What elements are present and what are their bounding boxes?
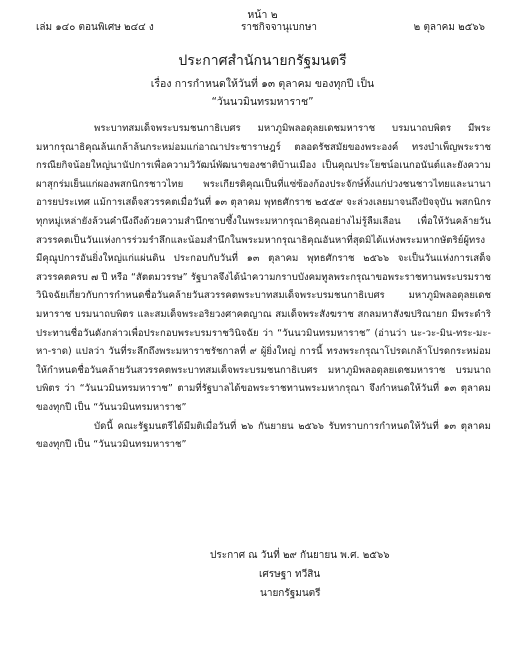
signatory-name: เศรษฐา ทวีสิน	[259, 569, 321, 580]
gazette-volume: เล่ม ๑๔๐ ตอนพิเศษ ๒๔๔ ง	[36, 22, 154, 33]
gazette-date: ๒ ตุลาคม ๒๕๖๖	[413, 22, 485, 33]
announcement-date: ประกาศ ณ วันที่ ๒๙ กันยายน พ.ศ. ๒๕๖๖	[210, 550, 390, 561]
body-paragraph-1: พระบาทสมเด็จพระบรมชนกาธิเบศร มหาภูมิพลอดุลยเดชมหาราช บรมนาถบพิตร มีพระมหากรุณาธิคุณล้นเกล้าล้นกระหม่อมแก่อาณาประชาราษฎร์ ตลอดรัชสมัยของพระองค์ ทรงบำเพ็ญพระราชกรณียกิจน้อยใหญ่นานัปการเพื่อความวิวัฒน์พัฒนาของชาติบ้านเมือง เป็นคุณประโยชน์อเนกอนันต์และยังความผาสุกร่มเย็นแก่ผองพสกนิกรชาวไทย พระเกียรติคุณเป็นที่แซ่ซ้องก้องประจักษ์ทั้งแก่ปวงชนชาวไทยและนานาอารยประเทศ แม้การเสด็จสวรรคตเมื่อวันที่ ๑๓ ตุลาคม พุทธศักราช ๒๕๕๙ จะล่วงเลยมาจนถึงปัจจุบัน พสกนิกรทุกหมู่เหล่ายังล้วนคำนึงถึงด้วยความสำนึกซาบซึ้งในพระมหากรุณาธิคุณอย่างไม่รู้ลืมเลือน เพื่อให้วันคล้ายวันสวรรคตเป็นวันแห่งการร่วมรำลึกและน้อมสำนึกในพระมหากรุณาธิคุณอันหาที่สุดมิได้แห่งพระมหากษัตริย์ผู้ทรงมีคุณูปการอันยิ่งใหญ่แก่แผ่นดิน ประกอบกับวันที่ ๑๓ ตุลาคม พุทธศักราช ๒๕๖๖ จะเป็นวันแห่งการเสด็จสวรรคตครบ ๗ ปี หรือ “สัตตมวรรษ” รัฐบาลจึงได้นำความกราบบังคมทูลพระกรุณาขอพระราชทานพระบรมราชวินิจฉัยเกี่ยวกับการกำหนดชื่อวันคล้ายวันสวรรคตพระบาทสมเด็จพระบรมชนกาธิเบศร มหาภูมิพลอดุลยเดชมหาราช บรมนาถบพิตร และสมเด็จพระอริยวงศาคตญาณ สมเด็จพระสังฆราช สกลมหาสังฆปริณายก มีพระดำริประทานชื่อวันดังกล่าวเพื่อประกอบพระบรมราชวินิจฉัย ว่า “วันนวมินทรมหาราช” (อ่านว่า นะ-วะ-มิน-ทระ-มะ-หา-ราด) แปลว่า วันที่ระลึกถึงพระมหาราชรัชกาลที่ ๙ ผู้ยิ่งใหญ่ การนี้ ทรงพระกรุณาโปรดเกล้าโปรดกระหม่อมให้กำหนดชื่อวันคล้ายวันสวรรคตพระบาทสมเด็จพระบรมชนกาธิเบศร มหาภูมิพลอดุลยเดชมหาราช บรมนาถบพิตร ว่า “วันนวมินทรมหาราช” ตามที่รัฐบาลได้ขอพระราชทานพระมหากรุณา จึงกำหนดให้วันที่ ๑๓ ตุลาคม ของทุกปี เป็น “วันนวมินทรมหาราช”	[36, 123, 491, 413]
announcement-title: ประกาศสำนักนายกรัฐมนตรี	[178, 53, 347, 69]
announcement-subject: เรื่อง การกำหนดให้วันที่ ๑๓ ตุลาคม ของทุกปี เป็น	[150, 78, 375, 90]
body-paragraph-2: บัดนี้ คณะรัฐมนตรีได้มีมติเมื่อวันที่ ๒๖ กันยายน ๒๕๖๖ รับทราบการกำหนดให้วันที่ ๑๓ ตุลาคม ของทุกปี เป็น “วันนวมินทรมหาราช”	[36, 420, 491, 451]
page-number: หน้า ๒	[247, 9, 278, 21]
announcement-body	[36, 120, 491, 455]
gazette-name: ราชกิจจานุเบกษา	[241, 22, 318, 33]
signatory-position: นายกรัฐมนตรี	[260, 588, 321, 599]
gazette-header	[36, 20, 485, 36]
announcement-subject-quote: “วันนวมินทรมหาราช”	[211, 96, 314, 108]
